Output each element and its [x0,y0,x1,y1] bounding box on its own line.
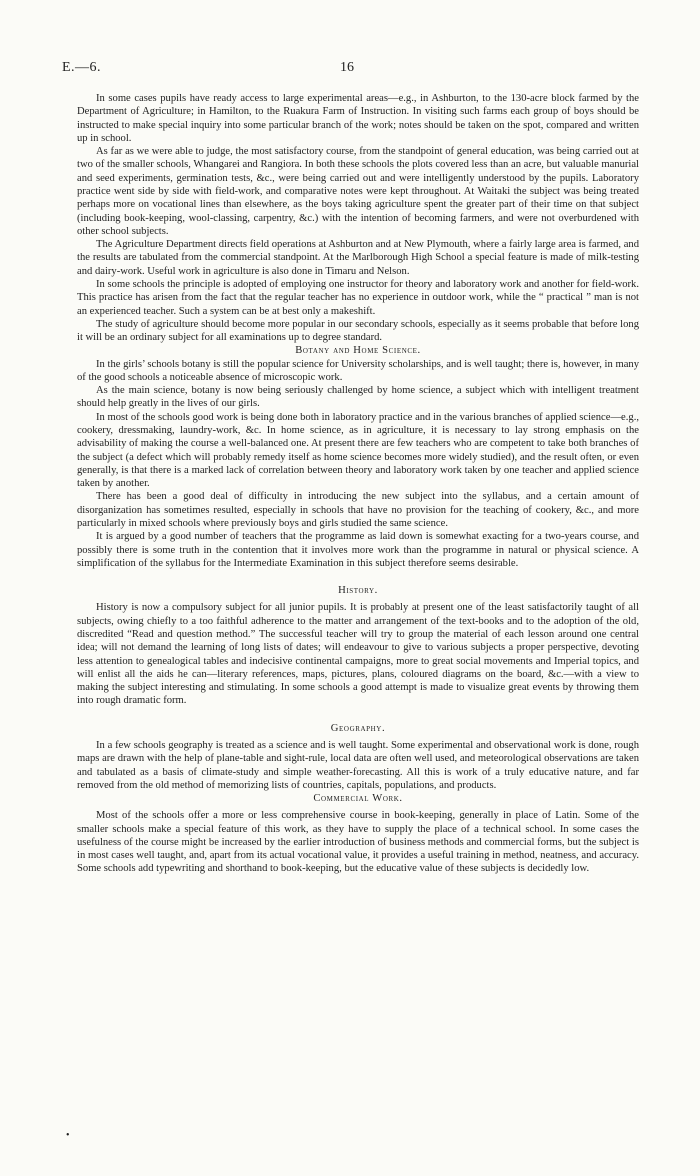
paragraph-history-1: History is now a compulsory subject for all junior pupils. It is probably at present one of the least satisfactorily taught of all subjects, owing chiefly to a too faithful adherence to the matter and arrangement of the text-books and to the adoption of the old, discredited “Read and question method.” The successful teacher will try to group the material of each lesson around one central idea; will not demand the learning of long lists of dates; will endeavour to give to various subjects a proper perspective, devoting less attention to genealogical tables and indecisive continental campaigns, more to great social movements and Imperial topics, and will enlist all the aids he can—literary references, maps, pictures, plans, coloured diagrams on the board, &c.—with a view to making the subject interesting and stimulating. In some schools a good attempt is made to visualize great events by throwing them into rough dramatic form. [77,602,639,707]
paragraph-commercial-1: Most of the schools offer a more or less comprehensive course in book-keeping, generally in place of Latin. Some of the smaller schools make a special feature of this work, as they have to supply the place of a technical school. In some cases the usefulness of the course might be increased by the earlier introduction of business methods and commercial forms, but the subject is in most cases well taught, and, apart from its actual vocational value, it provides a useful training in method, neatness, and accuracy. Some schools add typewriting and shorthand to book-keeping, but the educative value of these subjects is decidedly low. [77,810,639,875]
section-heading-botany: Botany and Home Science. [295,345,421,357]
paragraph-botany-2: As the main science, botany is now being seriously challenged by home science, a subject which with intelligent treatment should help greatly in the lives of our girls. [77,385,639,410]
paragraph-agriculture-popularity: The study of agriculture should become more popular in our secondary schools, especially as it seems probable that before long it will be an ordinary subject for all examinations up to degree standard. [77,318,639,344]
paragraph-experimental-areas: In some cases pupils have ready access to large experimental areas—e.g., in Ashburton, to the 130-acre block farmed by the Department of Agriculture; in Hamilton, to the Ruakura Farm of Instruction. In visiting such farms each group of boys should be instructed to make special inquiry into some particular branch of the work; notes should be taken on the spot, compared and written up in school. [77,93,639,144]
page-header [0,60,700,80]
paragraph-botany-1: In the girls’ schools botany is still the popular science for University scholarships, and is well taught; there is, however, in many of the good schools a noticeable absence of microscopic work. [77,358,639,383]
margin-mark: • [66,1130,70,1141]
paragraph-botany-5: It is argued by a good number of teachers that the programme as laid down is somewhat exacting for a two-years course, and possibly there is some truth in the contention that it involves more work than the programme in natural or physical science. A simplification of the syllabus for the Intermediate Examination in this subject therefore seems desirable. [77,531,639,569]
section-heading-history: History. [338,585,378,597]
document-code: E.—6. [62,60,102,75]
paragraph-agriculture-department: The Agriculture Department directs field operations at Ashburton and at New Plymouth, where a fairly large area is farmed, and the results are tabulated from the commercial standpoint. At the Marlborough High School a special feature is made of milk-testing and dairy-work. Useful work in agriculture is also done in Timaru and Nelson. [77,239,639,277]
section-heading-geography: Geography. [330,722,386,734]
paragraph-instructors: In some schools the principle is adopted of employing one instructor for theory and laboratory work and another for field-work. This practice has arisen from the fact that the regular teacher has no experience in outdoor work, while the “ practical ” man is not an experienced teacher. Such a system can be at best only a makeshift. [77,278,639,317]
page-body [77,92,639,876]
paragraph-geography-1: In a few schools geography is treated as a science and is well taught. Some experimental and observational work is done, rough maps are drawn with the help of plane-table and sight-rule, local data are often well used, and meteorological observations are taken and tabulated as a basis of climate-study and simple weather-forecasting. All this is work of a truly educative nature, and far removed from the old method of memorizing lists of countries, capitals, populations, and products. [77,739,639,791]
paragraph-botany-4: There has been a good deal of difficulty in introducing the new subject into the syllabus, and a certain amount of disorganization has sometimes resulted, especially in schools that have no provision for the teaching of cookery, &c., and more particularly in mixed schools where previously boys and girls studied the same science. [77,491,639,529]
paragraph-botany-3: In most of the schools good work is being done both in laboratory practice and in the various branches of applied science—e.g., cookery, dressmaking, laundry-work, &c. In home science, as in agriculture, it is necessary to lay strong emphasis on the advisability of making the course a well-balanced one. At present there are few teachers who are competent to take both branches of the subject (a defect which will probably remedy itself as home science becomes more widely studied), and the result often, or even generally, is that there is a marked lack of correlation between theory and laboratory work taken by one teacher and applied science taken by another. [77,411,639,490]
paragraph-satisfactory-course: As far as we were able to judge, the most satisfactory course, from the standpoint of general education, was being carried out at two of the smaller schools, Whangarei and Rangiora. In both these schools the plots covered less than an acre, but valuable manurial and seed experiments, germination tests, &c., were being carried out and were intelligently understood by the pupils. Laboratory practice went side by side with field-work, and comparative notes were kept throughout. At Waitaki the subject was being treated perhaps more on vocational lines than elsewhere, as the boys taking agriculture spent the greater part of their time on that subject (including book-keeping, wool-classing, carpentry, &c.) with the intention of becoming farmers, and were not overburdened with other school subjects. [77,146,639,237]
section-heading-commercial: Commercial Work. [313,793,403,805]
page-number: 16 [340,60,354,75]
